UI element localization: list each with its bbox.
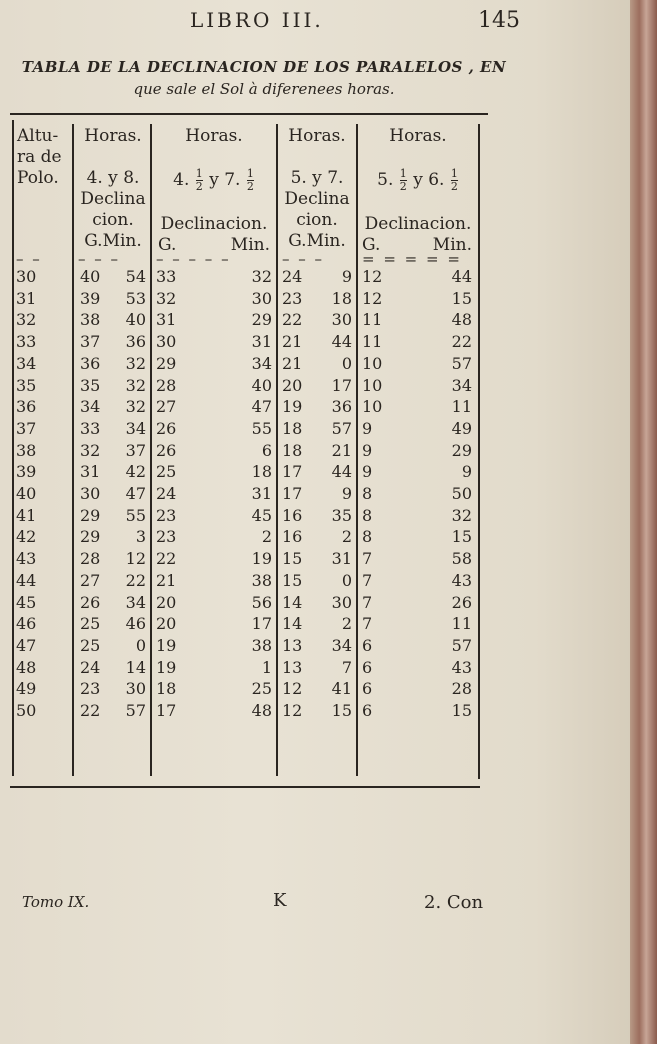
table-cell-alt: 44 — [16, 570, 37, 590]
table-cell-m1: 32 — [125, 397, 146, 417]
header-separator: – – – — [78, 250, 121, 268]
table-cell-m3: 17 — [331, 375, 352, 395]
table-cell-g2: 33 — [156, 267, 177, 286]
table-cell-m4: 34 — [451, 375, 472, 395]
table-cell-m3: 15 — [331, 701, 352, 720]
column-divider — [356, 124, 358, 776]
table-cell-g4: 7 — [362, 570, 373, 590]
table-title: TABLA DE LA DECLINACION DE LOS PARALELOS , EN — [21, 58, 507, 76]
table-cell-alt: 33 — [16, 332, 37, 352]
fraction-half: $\frac{1}{2}$ — [450, 167, 458, 193]
table-cell-m2: 6 — [261, 440, 272, 460]
table-cell-m4: 50 — [451, 484, 472, 503]
table-cell-m3: 44 — [331, 332, 352, 352]
table-cell-m2: 19 — [251, 549, 272, 569]
table-cell-g3: 13 — [282, 635, 303, 655]
table-cell-g1: 25 — [80, 614, 101, 634]
table-cell-g3: 16 — [282, 505, 303, 525]
table-cell-alt: 42 — [16, 527, 37, 547]
table-cell-m3: 21 — [331, 440, 352, 460]
table-cell-m4: 49 — [451, 418, 472, 438]
table-cell-g3: 13 — [282, 657, 303, 677]
table-cell-m3: 30 — [331, 592, 352, 612]
table-cell-g2: 26 — [156, 418, 177, 438]
header-separator: – – — [16, 250, 42, 268]
col-altura-header: Altu- ra de Polo. — [17, 126, 62, 188]
header-separator: – – – – – — [156, 250, 231, 268]
table-cell-g3: 17 — [282, 484, 303, 503]
table-cell-m1: 54 — [125, 267, 146, 286]
table-cell-alt: 35 — [16, 375, 37, 395]
col-5h-6h-header: Horas. 5. $\frac{1}{2}$ y 6. $\frac{1}{2}$ Declinacion. G. Min. — [362, 126, 472, 255]
table-cell-g2: 28 — [156, 375, 177, 395]
table-cell-m1: 57 — [125, 701, 146, 720]
table-cell-g2: 22 — [156, 549, 177, 569]
table-cell-g1: 26 — [80, 592, 101, 612]
table-cell-m3: 41 — [331, 679, 352, 699]
table-cell-g2: 29 — [156, 353, 177, 373]
table-cell-g4: 10 — [362, 375, 383, 395]
table-cell-m1: 42 — [125, 462, 146, 482]
table-cell-g2: 27 — [156, 397, 177, 417]
table-cell-g1: 28 — [80, 549, 101, 569]
table-cell-m2: 1 — [261, 657, 272, 677]
table-cell-m3: 0 — [341, 353, 352, 373]
table-cell-alt: 46 — [16, 614, 37, 634]
table-cell-m3: 44 — [331, 462, 352, 482]
table-cell-m1: 46 — [125, 614, 146, 634]
top-rule — [10, 113, 488, 115]
table-cell-alt: 40 — [16, 484, 37, 503]
table-cell-g4: 9 — [362, 418, 373, 438]
table-cell-m4: 57 — [451, 635, 472, 655]
table-cell-g2: 25 — [156, 462, 177, 482]
col-5y7-header: Horas. 5. y 7. Declina cion. G.Min. — [284, 126, 350, 251]
table-cell-m2: 2 — [261, 527, 272, 547]
table-cell-g3: 17 — [282, 462, 303, 482]
table-cell-g3: 12 — [282, 701, 303, 720]
table-cell-m2: 38 — [251, 635, 272, 655]
table-cell-alt: 43 — [16, 549, 37, 569]
table-cell-m4: 9 — [461, 462, 472, 482]
table-cell-g4: 6 — [362, 635, 373, 655]
table-cell-alt: 31 — [16, 288, 37, 308]
table-cell-g4: 9 — [362, 440, 373, 460]
table-cell-m4: 58 — [451, 549, 472, 569]
table-cell-g1: 23 — [80, 679, 101, 699]
table-cell-m4: 15 — [451, 527, 472, 547]
table-cell-alt: 47 — [16, 635, 37, 655]
fraction-half: $\frac{1}{2}$ — [195, 167, 203, 193]
table-cell-g1: 39 — [80, 288, 101, 308]
table-cell-alt: 34 — [16, 353, 37, 373]
table-cell-g1: 37 — [80, 332, 101, 352]
table-cell-g2: 30 — [156, 332, 177, 352]
table-cell-g2: 19 — [156, 635, 177, 655]
table-cell-g4: 9 — [362, 462, 373, 482]
table-cell-m4: 29 — [451, 440, 472, 460]
table-cell-g2: 21 — [156, 570, 177, 590]
table-cell-g4: 11 — [362, 310, 383, 330]
table-cell-g1: 29 — [80, 505, 101, 525]
table-cell-m2: 32 — [251, 267, 272, 286]
table-cell-m2: 47 — [251, 397, 272, 417]
table-cell-m1: 37 — [125, 440, 146, 460]
table-cell-g3: 15 — [282, 570, 303, 590]
table-cell-g1: 35 — [80, 375, 101, 395]
table-cell-m1: 12 — [125, 549, 146, 569]
table-cell-g2: 19 — [156, 657, 177, 677]
table-cell-m1: 40 — [125, 310, 146, 330]
table-cell-g3: 19 — [282, 397, 303, 417]
table-cell-alt: 39 — [16, 462, 37, 482]
table-cell-g3: 14 — [282, 614, 303, 634]
table-cell-m4: 28 — [451, 679, 472, 699]
table-cell-alt: 48 — [16, 657, 37, 677]
table-cell-g3: 20 — [282, 375, 303, 395]
table-cell-g4: 8 — [362, 527, 373, 547]
table-cell-g1: 34 — [80, 397, 101, 417]
table-cell-g3: 21 — [282, 353, 303, 373]
running-header: LIBRO III. — [190, 8, 324, 32]
table-cell-g2: 23 — [156, 505, 177, 525]
table-cell-g1: 38 — [80, 310, 101, 330]
table-cell-m1: 47 — [125, 484, 146, 503]
table-cell-g4: 7 — [362, 592, 373, 612]
table-cell-g2: 20 — [156, 614, 177, 634]
table-cell-m2: 40 — [251, 375, 272, 395]
table-cell-g1: 30 — [80, 484, 101, 503]
header-separator: – – – — [282, 250, 325, 268]
bottom-rule — [10, 786, 480, 788]
table-cell-g4: 6 — [362, 657, 373, 677]
table-cell-g4: 8 — [362, 505, 373, 525]
column-divider — [150, 124, 152, 776]
table-cell-g4: 6 — [362, 679, 373, 699]
table-cell-m1: 3 — [135, 527, 146, 547]
table-cell-m1: 36 — [125, 332, 146, 352]
table-cell-m4: 26 — [451, 592, 472, 612]
signature-mark: K — [273, 890, 287, 911]
table-cell-g4: 12 — [362, 267, 383, 286]
table-cell-alt: 32 — [16, 310, 37, 330]
table-cell-g3: 24 — [282, 267, 303, 286]
volume-marker: Tomo IX. — [22, 893, 90, 911]
table-cell-m4: 43 — [451, 657, 472, 677]
table-cell-m3: 31 — [331, 549, 352, 569]
table-cell-g3: 15 — [282, 549, 303, 569]
table-cell-g4: 7 — [362, 549, 373, 569]
table-cell-g2: 32 — [156, 288, 177, 308]
table-cell-m1: 14 — [125, 657, 146, 677]
table-cell-alt: 37 — [16, 418, 37, 438]
table-cell-m3: 2 — [341, 527, 352, 547]
table-cell-m1: 34 — [125, 592, 146, 612]
table-cell-g1: 24 — [80, 657, 101, 677]
table-cell-g3: 12 — [282, 679, 303, 699]
table-cell-g2: 23 — [156, 527, 177, 547]
table-cell-m2: 30 — [251, 288, 272, 308]
table-cell-g2: 20 — [156, 592, 177, 612]
table-cell-g3: 16 — [282, 527, 303, 547]
table-cell-g4: 7 — [362, 614, 373, 634]
table-cell-alt: 50 — [16, 701, 37, 720]
table-cell-m1: 30 — [125, 679, 146, 699]
table-cell-m4: 15 — [451, 701, 472, 720]
table-cell-g4: 12 — [362, 288, 383, 308]
table-cell-m3: 57 — [331, 418, 352, 438]
table-cell-g2: 31 — [156, 310, 177, 330]
table-cell-alt: 41 — [16, 505, 37, 525]
table-cell-m2: 31 — [251, 332, 272, 352]
page-edge — [630, 0, 657, 1044]
table-cell-m1: 53 — [125, 288, 146, 308]
table-cell-m4: 48 — [451, 310, 472, 330]
table-cell-g2: 18 — [156, 679, 177, 699]
table-cell-m1: 32 — [125, 353, 146, 373]
table-cell-g1: 29 — [80, 527, 101, 547]
table-cell-g4: 10 — [362, 397, 383, 417]
table-cell-m1: 55 — [125, 505, 146, 525]
table-cell-m1: 0 — [135, 635, 146, 655]
table-cell-m3: 0 — [341, 570, 352, 590]
table-cell-m4: 44 — [451, 267, 472, 286]
table-cell-m4: 11 — [451, 397, 472, 417]
table-cell-g3: 22 — [282, 310, 303, 330]
table-cell-m2: 45 — [251, 505, 272, 525]
table-cell-m4: 22 — [451, 332, 472, 352]
col-4h-7h-header: Horas. 4. $\frac{1}{2}$ y 7. $\frac{1}{2}$ Declinacion. G. Min. — [158, 126, 270, 255]
table-cell-m4: 32 — [451, 505, 472, 525]
table-cell-g1: 32 — [80, 440, 101, 460]
table-cell-m3: 34 — [331, 635, 352, 655]
col-4y8-header: Horas. 4. y 8. Declina cion. G.Min. — [80, 126, 146, 251]
table-cell-g4: 11 — [362, 332, 383, 352]
table-cell-g4: 8 — [362, 484, 373, 503]
table-cell-g1: 27 — [80, 570, 101, 590]
table-cell-m2: 55 — [251, 418, 272, 438]
page-number: 145 — [478, 8, 520, 33]
column-divider — [276, 124, 278, 776]
table-cell-m1: 32 — [125, 375, 146, 395]
table-cell-g3: 14 — [282, 592, 303, 612]
table-cell-g1: 25 — [80, 635, 101, 655]
table-cell-g4: 10 — [362, 353, 383, 373]
table-cell-alt: 49 — [16, 679, 37, 699]
header-separator: = = = = = — [362, 250, 462, 268]
table-cell-m4: 11 — [451, 614, 472, 634]
table-cell-g3: 18 — [282, 440, 303, 460]
table-cell-m3: 9 — [341, 484, 352, 503]
table-cell-g2: 17 — [156, 701, 177, 720]
table-cell-m3: 35 — [331, 505, 352, 525]
table-cell-g1: 31 — [80, 462, 101, 482]
table-cell-alt: 30 — [16, 267, 37, 286]
table-cell-g3: 21 — [282, 332, 303, 352]
table-cell-alt: 36 — [16, 397, 37, 417]
table-cell-m2: 34 — [251, 353, 272, 373]
table-cell-m3: 7 — [341, 657, 352, 677]
table-cell-m4: 43 — [451, 570, 472, 590]
table-cell-m1: 34 — [125, 418, 146, 438]
table-cell-m2: 38 — [251, 570, 272, 590]
column-divider — [12, 120, 14, 776]
table-cell-m2: 29 — [251, 310, 272, 330]
table-cell-m3: 18 — [331, 288, 352, 308]
table-cell-m4: 15 — [451, 288, 472, 308]
table-cell-g3: 23 — [282, 288, 303, 308]
table-cell-m1: 22 — [125, 570, 146, 590]
table-cell-m3: 2 — [341, 614, 352, 634]
table-cell-m2: 31 — [251, 484, 272, 503]
table-cell-g1: 36 — [80, 353, 101, 373]
table-cell-g1: 33 — [80, 418, 101, 438]
table-cell-m3: 30 — [331, 310, 352, 330]
catchword: 2. Con — [424, 892, 484, 913]
fraction-half: $\frac{1}{2}$ — [246, 167, 254, 193]
table-cell-alt: 45 — [16, 592, 37, 612]
table-cell-alt: 38 — [16, 440, 37, 460]
table-cell-m2: 18 — [251, 462, 272, 482]
fraction-half: $\frac{1}{2}$ — [399, 167, 407, 193]
table-cell-m4: 57 — [451, 353, 472, 373]
table-cell-m3: 36 — [331, 397, 352, 417]
table-cell-m2: 17 — [251, 614, 272, 634]
table-subtitle: que sale el Sol à diferenees horas. — [133, 80, 395, 98]
table-cell-m2: 25 — [251, 679, 272, 699]
table-cell-g1: 40 — [80, 267, 101, 286]
table-cell-g3: 18 — [282, 418, 303, 438]
table-cell-m2: 48 — [251, 701, 272, 720]
column-divider — [72, 124, 74, 776]
column-divider — [478, 124, 480, 779]
table-cell-g4: 6 — [362, 701, 373, 720]
table-cell-g2: 24 — [156, 484, 177, 503]
table-cell-m2: 56 — [251, 592, 272, 612]
table-cell-m3: 9 — [341, 267, 352, 286]
table-cell-g2: 26 — [156, 440, 177, 460]
table-cell-g1: 22 — [80, 701, 101, 720]
